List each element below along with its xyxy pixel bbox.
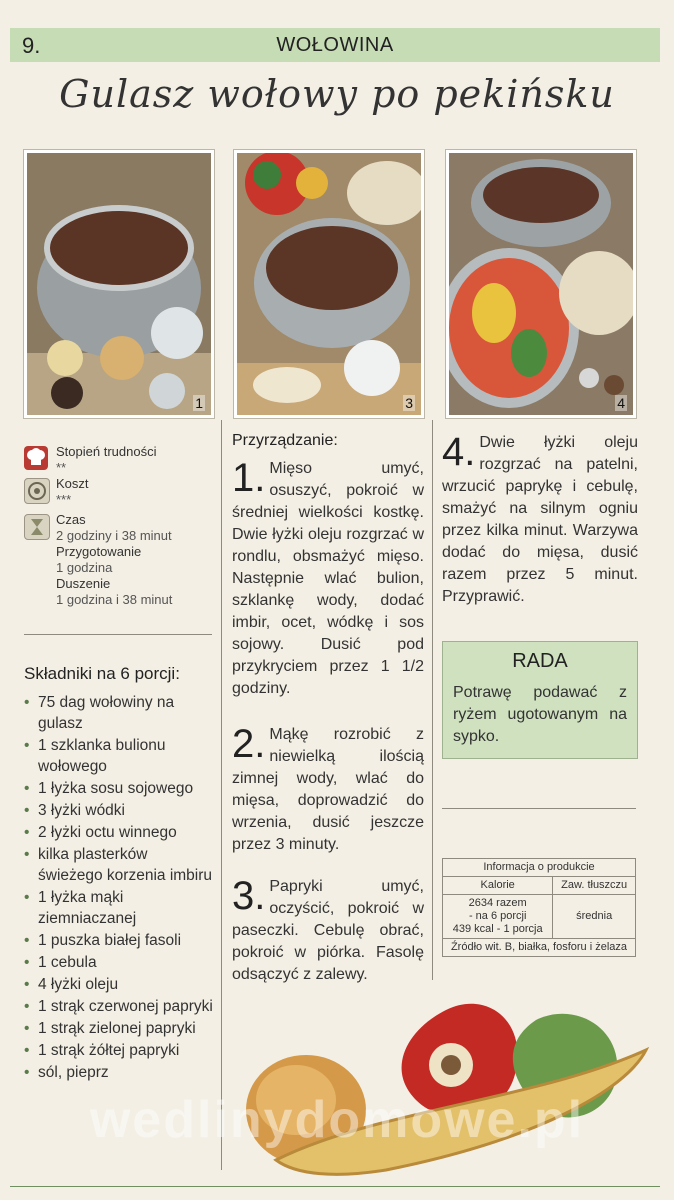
calories-per-portion: 439 kcal - 1 porcja: [452, 923, 543, 935]
header-band: [10, 28, 660, 62]
ingredient-item: • sól, pieprz: [24, 1062, 214, 1083]
photo-number: 4: [617, 395, 625, 411]
time-label: Czas: [56, 512, 86, 527]
divider: [442, 808, 636, 809]
info-source: Źródło wit. B, białka, fosforu i żelaza: [443, 939, 636, 957]
page-number: 9.: [22, 33, 41, 58]
step-2: [232, 724, 424, 856]
preparation-title: Przyrządzanie:: [232, 432, 338, 449]
tip-text: Potrawę podawać z ryżem ugotowanym na sypko.: [453, 684, 627, 745]
tip-box: [442, 641, 638, 759]
ingredients-list: [24, 692, 214, 1084]
product-info-table: [442, 858, 636, 957]
difficulty-value: **: [56, 460, 67, 475]
photo-3: [234, 150, 424, 418]
ingredients-title: Składniki na 6 porcji:: [24, 664, 180, 683]
watermark: wedlinydomowe.pl: [89, 1091, 585, 1149]
calories-total: 2634 razem: [468, 897, 527, 909]
difficulty-label: Stopień trudności: [56, 444, 157, 459]
chef-hat-icon: [24, 446, 48, 470]
fat-value: średnia: [553, 895, 636, 939]
tip-title: RADA: [512, 650, 568, 672]
column-divider: [432, 420, 433, 980]
recipe-title: Gulasz wołowy po pekińsku: [59, 72, 615, 116]
coin-icon: [24, 478, 50, 504]
hourglass-icon: [24, 514, 50, 540]
step-text: Dwie łyżki oleju rozgrzać na patelni, wrzucić paprykę i cebulę, smażyć na silnym ogniu przez kilka minut. Warzywa dodać do mięsa, dusić razem przez 5 minut. Przyprawić.: [442, 434, 638, 605]
photo-number: 3: [405, 395, 413, 411]
ingredient-item: • 1 strąk zielonej papryki: [24, 1018, 214, 1039]
bottom-rule: [10, 1186, 660, 1187]
calories-cell: [443, 895, 553, 939]
cost-label: Koszt: [56, 476, 89, 491]
ingredient-item: • 1 strąk żółtej papryki: [24, 1040, 214, 1061]
step-1: [232, 458, 424, 700]
fat-header: Zaw. tłuszczu: [553, 877, 636, 895]
ingredient-item: • 3 łyżki wódki: [24, 800, 214, 821]
step-text: Papryki umyć, oczyścić, pokroić w paseczki. Cebulę obrać, pokroić w piórka. Fasolę odsączyć z zalewy.: [232, 878, 424, 983]
step-text: Mięso umyć, osuszyć, pokroić w średniej wielkości kostkę. Dwie łyżki oleju rozgrzać w rondlu, obsmażyć mięso. Następnie wlać bulion, szklankę wody, dodać imbir, ocet, wódkę i sos sojowy. Dusić pod przykryciem przez 1 1/2 godziny.: [232, 460, 424, 697]
step-number: 4.: [442, 430, 476, 474]
divider: [24, 634, 212, 635]
ingredient-item: • kilka plasterków świeżego korzenia imbiru: [24, 844, 214, 886]
photo-4: [446, 150, 636, 418]
step-number: 3.: [232, 874, 266, 918]
info-title: Informacja o produkcie: [443, 859, 636, 877]
step-4: [442, 432, 638, 608]
calories-header: Kalorie: [443, 877, 553, 895]
photo-1: [24, 150, 214, 418]
ingredient-item: • 75 dag wołowiny na gulasz: [24, 692, 214, 734]
ingredient-item: • 1 łyżka sosu sojowego: [24, 778, 214, 799]
ingredient-item: • 1 strąk czerwonej papryki: [24, 996, 214, 1017]
photo-3-image: [237, 153, 421, 415]
ingredient-item: • 1 szklanka bulionu wołowego: [24, 735, 214, 777]
photo-number: 1: [195, 395, 203, 411]
stew-label: Duszenie: [56, 576, 111, 591]
vegetables-illustration: [236, 990, 656, 1180]
step-text: Mąkę rozrobić z niewielką ilością zimnej wody, wlać do mięsa, doprowadzić do wrzenia, dusić jeszcze przez 3 minuty.: [232, 726, 424, 853]
ingredient-item: • 1 cebula: [24, 952, 214, 973]
step-number: 1.: [232, 456, 266, 500]
step-3: [232, 876, 424, 986]
category-title: WOŁOWINA: [276, 34, 394, 56]
prep-label: Przygotowanie: [56, 544, 142, 559]
photo-1-image: [27, 153, 211, 415]
cost-value: ***: [56, 492, 72, 507]
time-value: 2 godziny i 38 minut: [56, 528, 172, 543]
ingredient-item: • 1 łyżka mąki ziemniaczanej: [24, 887, 214, 929]
step-number: 2.: [232, 722, 266, 766]
ingredient-item: • 1 puszka białej fasoli: [24, 930, 214, 951]
ingredient-item: • 4 łyżki oleju: [24, 974, 214, 995]
stew-value: 1 godzina i 38 minut: [56, 592, 173, 607]
prep-value: 1 godzina: [56, 560, 113, 575]
ingredient-item: • 2 łyżki octu winnego: [24, 822, 214, 843]
calories-portions: - na 6 porcji: [468, 910, 527, 922]
photo-4-image: [449, 153, 633, 415]
